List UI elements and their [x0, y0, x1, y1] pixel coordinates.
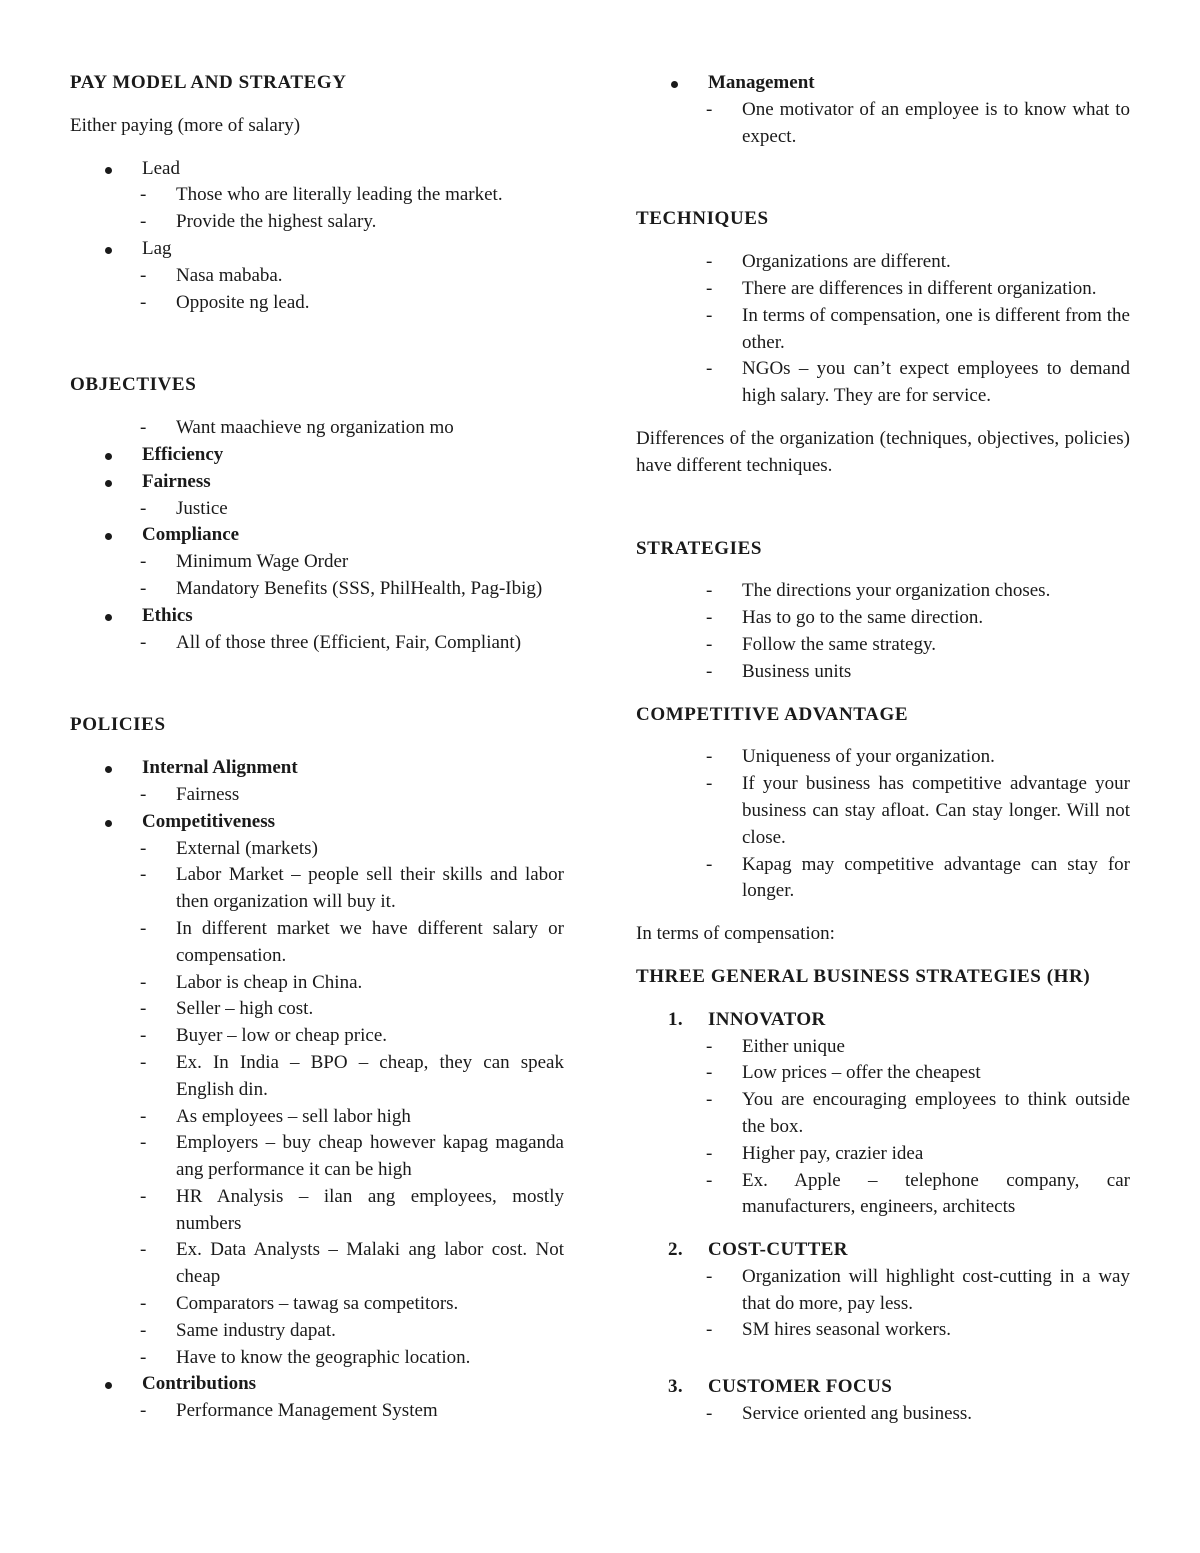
bullet-management: Management [636, 70, 1130, 97]
list-item: - If your business has competitive advantage your business can stay afloat. Can stay longer. Will not close. [706, 773, 1130, 848]
list-item: - Minimum Wage Order [140, 551, 349, 573]
list-item: - Ex. Data Analysts – Malaki ang labor cost. Not cheap [140, 1239, 564, 1288]
bullet-dot-icon [105, 247, 112, 254]
list-item: - Those who are literally leading the market. [140, 184, 503, 206]
list-item: - Performance Management System [140, 1400, 438, 1422]
list-item: - Seller – high cost. [140, 998, 314, 1020]
section-title-techniques: TECHNIQUES [636, 208, 769, 230]
list-item: - In terms of compensation, one is different from the other. [706, 304, 1130, 353]
section-title-pay-model: PAY MODEL AND STRATEGY [70, 72, 347, 93]
list-item: - Has to go to the same direction. [706, 607, 984, 629]
bullet-dot-icon [105, 614, 112, 621]
list-item: - Comparators – tawag sa competitors. [140, 1293, 459, 1315]
section-title-policies: POLICIES [70, 714, 166, 736]
bullet-contributions: Contributions [70, 1371, 564, 1398]
list-item: - Labor Market – people sell their skills and labor then organization will buy it. [140, 864, 564, 913]
list-item: - In different market we have different salary or compensation. [140, 917, 564, 966]
intro-text: Either paying (more of salary) [70, 114, 301, 136]
bullet-dot-icon [105, 453, 112, 460]
list-item: - Provide the highest salary. [140, 211, 377, 233]
list-item: - Employers – buy cheap however kapag maganda ang performance it can be high [140, 1132, 564, 1181]
bullet-dot-icon [105, 167, 112, 174]
bullet-dot-icon [671, 81, 678, 88]
strategy-innovator: 1. INNOVATOR [668, 1008, 826, 1030]
bullet-compliance: Compliance [70, 522, 564, 549]
bullet-lead: Lead [70, 156, 564, 183]
right-column [636, 70, 1130, 1428]
list-item: - Kapag may competitive advantage can stay for longer. [706, 853, 1130, 902]
list-item: - Same industry dapat. [140, 1319, 336, 1341]
list-item: - Service oriented ang business. [706, 1403, 973, 1425]
list-item: - Want maachieve ng organization mo [140, 417, 454, 439]
bullet-dot-icon [105, 480, 112, 487]
bullet-dot-icon [105, 533, 112, 540]
compensation-note: In terms of compensation: [636, 923, 835, 945]
list-item: - Nasa mababa. [140, 264, 283, 286]
bullet-efficiency: Efficiency [70, 442, 564, 469]
list-item: - As employees – sell labor high [140, 1105, 411, 1127]
list-item: - SM hires seasonal workers. [706, 1319, 951, 1341]
list-item: - Ex. Apple – telephone company, car manufacturers, engineers, architects [706, 1169, 1130, 1218]
bullet-dot-icon [105, 1382, 112, 1389]
list-item: - Ex. In India – BPO – cheap, they can speak English din. [140, 1051, 564, 1100]
bullet-lag: Lag [70, 236, 564, 263]
list-item: - Have to know the geographic location. [140, 1346, 471, 1368]
list-item: - NGOs – you can’t expect employees to demand high salary. They are for service. [706, 358, 1130, 407]
section-title-competitive-advantage: COMPETITIVE ADVANTAGE [636, 703, 909, 725]
section-title-strategies: STRATEGIES [636, 537, 763, 559]
list-item: - One motivator of an employee is to know what to expect. [706, 98, 1130, 147]
list-item: - All of those three (Efficient, Fair, Compliant) [140, 631, 522, 653]
list-item: - The directions your organization choses. [706, 580, 1051, 602]
list-item: - Fairness [140, 783, 240, 805]
list-item: - Labor is cheap in China. [140, 971, 363, 993]
list-item: - Organization will highlight cost-cutting in a way that do more, pay less. [706, 1265, 1130, 1314]
section-title-general-strategies: THREE GENERAL BUSINESS STRATEGIES (HR) [636, 965, 1091, 987]
bullet-dot-icon [105, 820, 112, 827]
strategy-customer-focus: 3. CUSTOMER FOCUS [668, 1376, 893, 1398]
list-item: - Mandatory Benefits (SSS, PhilHealth, Pag-Ibig) [140, 577, 543, 599]
bullet-competitiveness: Competitiveness [70, 809, 564, 836]
list-item: - Higher pay, crazier idea [706, 1142, 924, 1164]
bullet-dot-icon [105, 766, 112, 773]
list-item: - Either unique [706, 1035, 845, 1057]
left-column [70, 70, 564, 1425]
list-item: - Opposite ng lead. [140, 291, 310, 313]
section-title-objectives: OBJECTIVES [70, 374, 197, 396]
bullet-fairness: Fairness [70, 469, 564, 496]
list-item: - Low prices – offer the cheapest [706, 1062, 981, 1084]
techniques-note: Differences of the organization (techniques, objectives, policies) have different techniques. [636, 427, 1130, 476]
list-item: - There are differences in different organization. [706, 277, 1097, 299]
list-item: - Business units [706, 660, 852, 682]
bullet-internal-alignment: Internal Alignment [70, 755, 564, 782]
list-item: - Justice [140, 497, 228, 519]
list-item: - HR Analysis – ilan ang employees, mostly numbers [140, 1185, 564, 1234]
strategy-cost-cutter: 2. COST-CUTTER [668, 1239, 848, 1261]
bullet-ethics: Ethics [70, 603, 564, 630]
list-item: - Organizations are different. [706, 251, 951, 273]
list-item: - You are encouraging employees to think outside the box. [706, 1089, 1130, 1137]
list-item: - Buyer – low or cheap price. [140, 1025, 388, 1047]
list-item: - External (markets) [140, 837, 318, 859]
list-item: - Follow the same strategy. [706, 633, 937, 655]
list-item: - Uniqueness of your organization. [706, 746, 995, 768]
